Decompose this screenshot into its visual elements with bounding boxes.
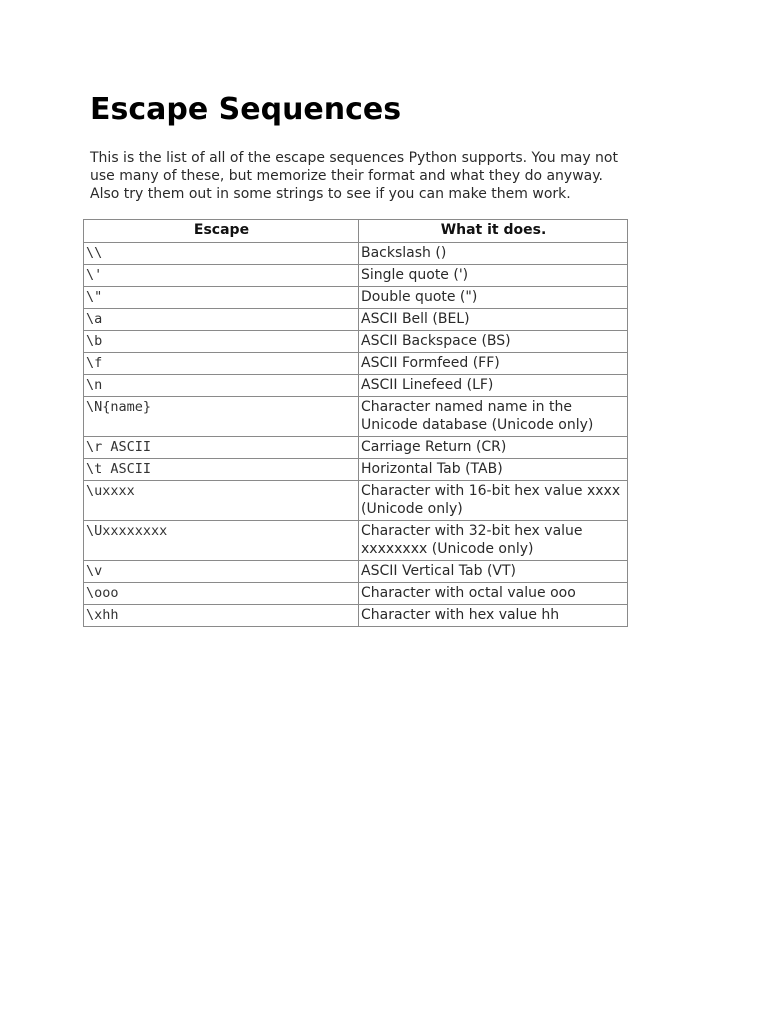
escape-code-cell: \": [84, 287, 359, 309]
table-row: [84, 605, 628, 627]
escape-code-cell: \n: [84, 375, 359, 397]
table-row: [84, 583, 628, 605]
table-row: [84, 437, 628, 459]
escape-description-cell: ASCII Backspace (BS): [359, 331, 628, 353]
escape-description-cell: Character with hex value hh: [359, 605, 628, 627]
escape-code-cell: \t ASCII: [84, 459, 359, 481]
table-row: [84, 243, 628, 265]
escape-description-cell: Double quote ("): [359, 287, 628, 309]
intro-line: Also try them out in some strings to see if you can make them work.: [90, 186, 571, 202]
page-title: Escape Sequences: [90, 92, 402, 127]
escape-description-cell: Single quote ('): [359, 265, 628, 287]
escape-code-cell: \v: [84, 561, 359, 583]
escape-code-cell: \\: [84, 243, 359, 265]
column-header-description: What it does.: [359, 220, 628, 243]
table-row: [84, 481, 628, 521]
escape-code-cell: \r ASCII: [84, 437, 359, 459]
escape-description-cell: Character with 16-bit hex value xxxx (Unicode only): [359, 481, 628, 521]
escape-code-cell: \xhh: [84, 605, 359, 627]
escape-description-cell: ASCII Vertical Tab (VT): [359, 561, 628, 583]
table-row: [84, 375, 628, 397]
escape-code-cell: \': [84, 265, 359, 287]
escape-description-cell: Backslash (): [359, 243, 628, 265]
table-row: [84, 309, 628, 331]
intro-line: This is the list of all of the escape sequences Python supports. You may not: [90, 150, 618, 166]
table-row: [84, 265, 628, 287]
escape-description-cell: Character with 32-bit hex value xxxxxxxx (Unicode only): [359, 521, 628, 561]
table-row: [84, 397, 628, 437]
escape-code-cell: \N{name}: [84, 397, 359, 437]
table-body: [84, 243, 628, 627]
escape-code-cell: \a: [84, 309, 359, 331]
escape-sequences-table: [83, 219, 628, 627]
escape-code-cell: \uxxxx: [84, 481, 359, 521]
escape-code-cell: \b: [84, 331, 359, 353]
escape-code-cell: \f: [84, 353, 359, 375]
escape-description-cell: ASCII Formfeed (FF): [359, 353, 628, 375]
escape-description-cell: Carriage Return (CR): [359, 437, 628, 459]
table-row: [84, 521, 628, 561]
table-row: [84, 353, 628, 375]
escape-description-cell: Character named name in the Unicode database (Unicode only): [359, 397, 628, 437]
escape-description-cell: ASCII Bell (BEL): [359, 309, 628, 331]
escape-code-cell: \Uxxxxxxxx: [84, 521, 359, 561]
intro-line: use many of these, but memorize their format and what they do anyway.: [90, 168, 603, 184]
table-row: [84, 287, 628, 309]
escape-description-cell: Character with octal value ooo: [359, 583, 628, 605]
table-row: [84, 331, 628, 353]
column-header-escape: Escape: [84, 220, 359, 243]
escape-description-cell: Horizontal Tab (TAB): [359, 459, 628, 481]
intro-paragraph: [90, 149, 690, 203]
table-header-row: [84, 220, 628, 243]
escape-description-cell: ASCII Linefeed (LF): [359, 375, 628, 397]
table-row: [84, 459, 628, 481]
table-row: [84, 561, 628, 583]
escape-code-cell: \ooo: [84, 583, 359, 605]
